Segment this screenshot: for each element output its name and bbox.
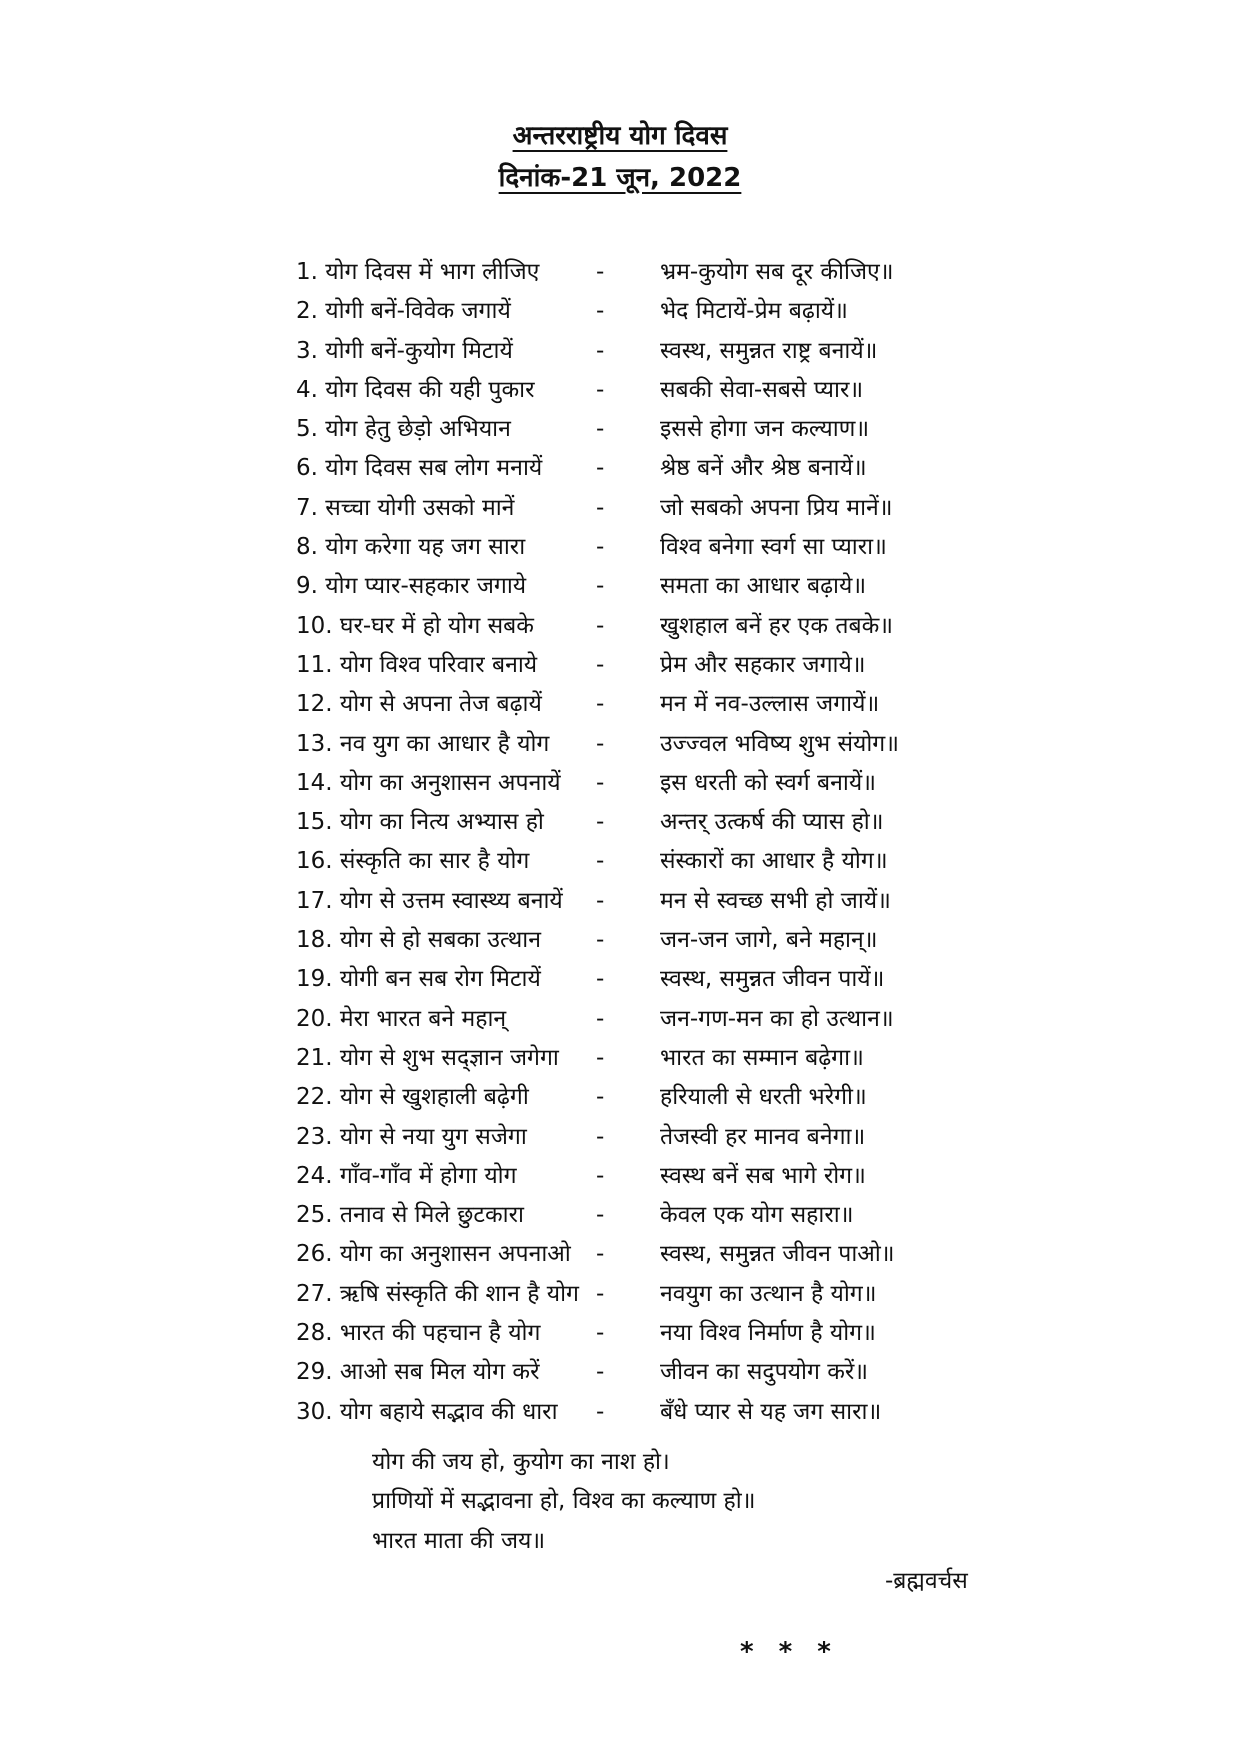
slogan-row [296,1275,996,1314]
slogan-row [296,1393,996,1432]
slogan-row [296,1118,996,1157]
slogan-row [296,607,996,646]
slogan-separator: - [596,1241,605,1268]
page-title [0,118,1240,154]
slogan-separator: - [596,1084,605,1111]
slogan-left: 29. आओ सब मिल योग करें [296,1359,540,1386]
slogan-separator: - [596,612,605,639]
slogan-left: 6. योग दिवस सब लोग मनायें [296,455,543,482]
slogan-separator: - [596,691,605,718]
slogan-left: 25. तनाव से मिले छुटकारा [296,1202,524,1229]
slogan-left: 1. योग दिवस में भाग लीजिए [296,259,540,285]
slogan-right: खुशहाल बनें हर एक तबके॥ [660,612,894,639]
slogan-row [296,882,996,921]
slogan-left: 13. नव युग का आधार है योग [296,730,550,757]
slogan-left: 5. योग हेतु छेड़ो अभियान [296,416,511,443]
slogan-left: 7. सच्चा योगी उसको मानें [296,494,515,521]
slogan-separator: - [596,730,605,757]
slogan-right: प्रेम और सहकार जगाये॥ [660,651,866,678]
slogan-row [296,1314,996,1353]
slogan-left: 23. योग से नया युग सजेगा [296,1123,527,1150]
slogan-left: 27. ऋषि संस्कृति की शान है योग [296,1280,579,1307]
slogan-left: 14. योग का अनुशासन अपनायें [296,769,561,796]
slogan-left: 16. संस्कृति का सार है योग [296,848,530,875]
slogan-left: 11. योग विश्व परिवार बनाये [296,651,538,678]
slogan-left: 30. योग बहाये सद्भाव की धारा [296,1398,558,1425]
slogan-separator: - [596,809,605,836]
slogan-row [296,842,996,881]
slogan-separator: - [596,573,605,600]
slogan-left: 2. योगी बनें-विवेक जगायें [296,298,511,325]
slogan-left: 4. योग दिवस की यही पुकार [296,376,535,403]
slogan-right: मन से स्वच्छ सभी हो जायें॥ [660,887,891,914]
slogan-right: इस धरती को स्वर्ग बनायें॥ [660,769,876,796]
slogan-left: 17. योग से उत्तम स्वास्थ्य बनायें [296,887,563,914]
slogan-row [296,960,996,999]
slogan-separator: - [596,1044,605,1071]
slogan-right: विश्व बनेगा स्वर्ग सा प्यारा॥ [660,534,887,561]
slogan-right: उज्ज्वल भविष्य शुभ संयोग॥ [660,730,900,757]
slogan-row [296,449,996,488]
slogan-left: 19. योगी बन सब रोग मिटायें [296,966,541,993]
end-mark: * * * [740,1637,839,1667]
signature: -ब्रह्मवर्चस [885,1568,968,1594]
slogan-row [296,1353,996,1392]
slogan-left: 15. योग का नित्य अभ्यास हो [296,809,544,836]
slogan-row [296,1039,996,1078]
slogan-right: अन्तर् उत्कर्ष की प्यास हो॥ [660,809,884,836]
slogan-right: जन-गण-मन का हो उत्थान॥ [660,1005,894,1032]
closing-line: भारत माता की जय॥ [372,1527,546,1554]
slogan-left: 10. घर-घर में हो योग सबके [296,612,534,639]
slogan-separator: - [596,1398,605,1425]
slogan-row [296,410,996,449]
slogan-separator: - [596,887,605,914]
slogan-row [296,567,996,606]
slogan-row [296,1196,996,1235]
slogan-row [296,764,996,803]
slogan-separator: - [596,1359,605,1386]
slogan-row [296,803,996,842]
slogan-separator: - [596,534,605,561]
slogan-row [296,685,996,724]
slogan-separator: - [596,494,605,521]
slogan-row [296,725,996,764]
page-date [0,160,1240,196]
slogan-row [296,489,996,528]
slogan-row [296,921,996,960]
slogan-row [296,646,996,685]
slogan-left: 24. गाँव-गाँव में होगा योग [296,1162,517,1189]
slogan-separator: - [596,966,605,993]
slogan-separator: - [596,259,605,285]
slogan-right: श्रेष्ठ बनें और श्रेष्ठ बनायें॥ [660,455,867,482]
slogan-right: भेद मिटायें-प्रेम बढ़ायें॥ [660,298,848,325]
slogan-left: 28. भारत की पहचान है योग [296,1320,541,1347]
slogan-left: 21. योग से शुभ सद्ज्ञान जगेगा [296,1044,559,1071]
slogan-right: भ्रम-कुयोग सब दूर कीजिए॥ [660,259,894,285]
slogan-row [296,1078,996,1117]
slogan-right: स्वस्थ, समुन्नत राष्ट्र बनायें॥ [660,337,878,364]
slogan-separator: - [596,848,605,875]
slogan-row [296,1000,996,1039]
slogan-separator: - [596,1280,605,1307]
slogan-left: 8. योग करेगा यह जग सारा [296,534,526,561]
slogan-right: जन-जन जागे, बने महान्॥ [660,927,878,954]
slogan-row [296,371,996,410]
slogan-right: इससे होगा जन कल्याण॥ [660,416,870,443]
slogan-separator: - [596,376,605,403]
slogan-separator: - [596,1320,605,1347]
slogan-right: संस्कारों का आधार है योग॥ [660,848,888,875]
closing-line: प्राणियों में सद्भावना हो, विश्व का कल्याण हो॥ [372,1488,756,1515]
slogan-right: स्वस्थ, समुन्नत जीवन पाओ॥ [660,1241,895,1268]
slogan-row [296,253,996,292]
slogan-right: भारत का सम्मान बढ़ेगा॥ [660,1044,864,1071]
slogan-right: जो सबको अपना प्रिय मानें॥ [660,494,893,521]
slogan-row [296,332,996,371]
slogan-left: 26. योग का अनुशासन अपनाओ [296,1241,571,1268]
title-text: अन्तरराष्ट्रीय योग दिवस [512,121,728,151]
slogan-right: जीवन का सदुपयोग करें॥ [660,1359,869,1386]
slogan-separator: - [596,1123,605,1150]
slogan-separator: - [596,298,605,325]
slogan-row [296,1235,996,1274]
closing-lines [372,1443,755,1561]
slogan-right: तेजस्वी हर मानव बनेगा॥ [660,1123,866,1150]
slogan-separator: - [596,651,605,678]
slogan-right: मन में नव-उल्लास जगायें॥ [660,691,880,718]
slogan-right: केवल एक योग सहारा॥ [660,1202,854,1229]
slogan-right: नवयुग का उत्थान है योग॥ [660,1280,877,1307]
slogan-left: 18. योग से हो सबका उत्थान [296,927,541,954]
slogan-list [296,253,996,1432]
slogan-separator: - [596,416,605,443]
slogan-separator: - [596,769,605,796]
slogan-separator: - [596,337,605,364]
slogan-right: बँधे प्यार से यह जग सारा॥ [660,1398,882,1425]
slogan-left: 3. योगी बनें-कुयोग मिटायें [296,337,513,364]
slogan-left: 9. योग प्यार-सहकार जगाये [296,573,527,600]
slogan-left: 12. योग से अपना तेज बढ़ायें [296,691,542,718]
slogan-left: 20. मेरा भारत बने महान् [296,1005,507,1032]
slogan-row [296,292,996,331]
slogan-row [296,528,996,567]
slogan-separator: - [596,1005,605,1032]
slogan-left: 22. योग से खुशहाली बढ़ेगी [296,1084,529,1111]
slogan-row [296,1157,996,1196]
slogan-right: नया विश्व निर्माण है योग॥ [660,1320,876,1347]
slogan-separator: - [596,927,605,954]
slogan-right: सबकी सेवा-सबसे प्यार॥ [660,376,864,403]
date-text: दिनांक-21 जून, 2022 [498,163,742,193]
slogan-right: स्वस्थ, समुन्नत जीवन पायें॥ [660,966,885,993]
slogan-right: हरियाली से धरती भरेगी॥ [660,1084,867,1111]
slogan-separator: - [596,1202,605,1229]
slogan-right: स्वस्थ बनें सब भागे रोग॥ [660,1162,866,1189]
slogan-separator: - [596,1162,605,1189]
slogan-separator: - [596,455,605,482]
closing-line: योग की जय हो, कुयोग का नाश हो। [372,1449,670,1475]
slogan-right: समता का आधार बढ़ाये॥ [660,573,867,600]
